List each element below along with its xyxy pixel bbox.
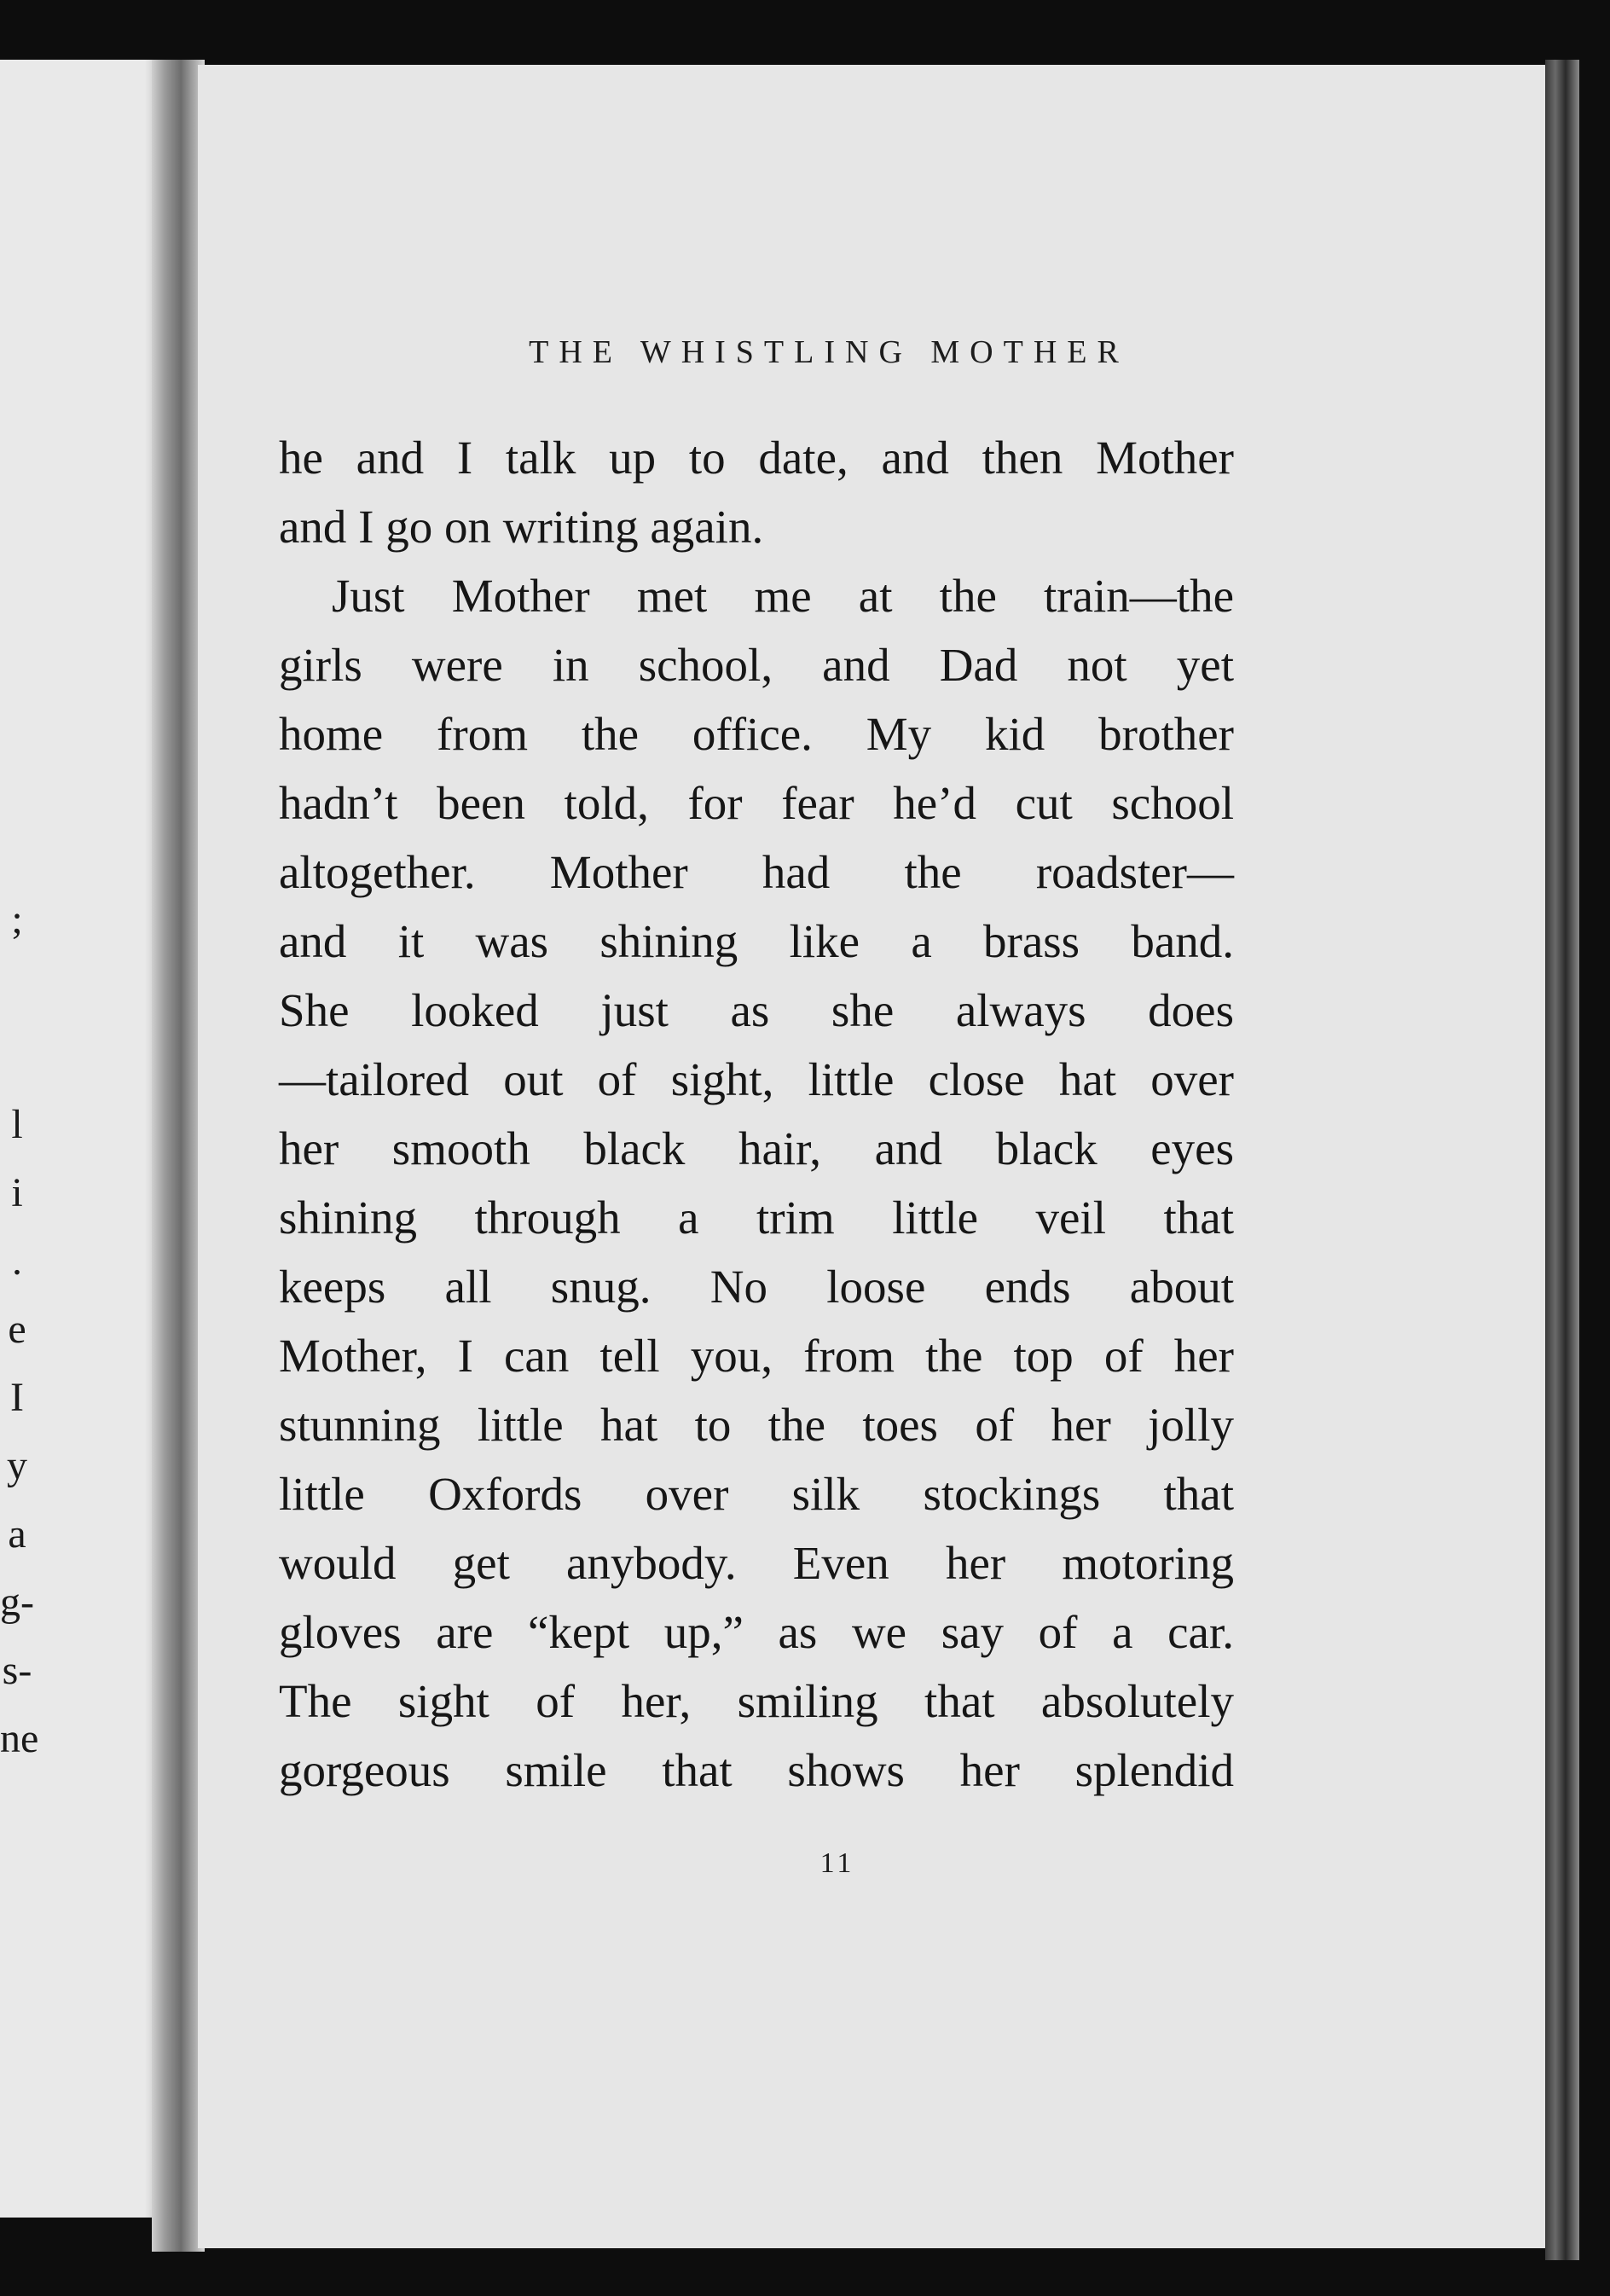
text-line: and I go on writing again.: [279, 501, 764, 553]
text-line: shining through a trim little veil that: [279, 1191, 1234, 1244]
page-number: 11: [819, 1847, 855, 1879]
left-fragment: a: [8, 1511, 26, 1557]
right-page-edge: [1545, 60, 1579, 2260]
text-line: altogether. Mother had the roadster—: [279, 846, 1234, 898]
text-line: home from the office. My kid brother: [279, 708, 1234, 760]
left-fragment: I: [10, 1375, 24, 1420]
text-line: and it was shining like a brass band.: [279, 915, 1234, 967]
left-fragment: l: [11, 1102, 23, 1147]
text-line: —tailored out of sight, little close hat over: [279, 1053, 1234, 1105]
text-line: Mother, I can tell you, from the top of her: [279, 1330, 1234, 1382]
text-line: would get anybody. Even her motoring: [279, 1537, 1234, 1589]
left-fragment: .: [12, 1238, 22, 1284]
body-text: [279, 423, 1234, 1805]
left-fragment: ;: [11, 897, 23, 942]
left-fragment: e: [8, 1307, 26, 1352]
text-line: gloves are “kept up,” as we say of a car.: [279, 1606, 1234, 1658]
running-head: THE WHISTLING MOTHER: [529, 334, 1129, 370]
left-fragment: i: [11, 1170, 23, 1215]
text-line: Just Mother met me at the train—the: [332, 570, 1234, 622]
text-line: he and I talk up to date, and then Mother: [279, 432, 1234, 484]
text-line: The sight of her, smiling that absolutely: [279, 1675, 1234, 1727]
text-line: her smooth black hair, and black eyes: [279, 1122, 1234, 1174]
text-line: stunning little hat to the toes of her jolly: [279, 1399, 1234, 1451]
left-fragment: y: [7, 1443, 27, 1488]
right-page: [198, 65, 1562, 2248]
book-binding-gutter: [152, 60, 205, 2252]
left-fragment: s-: [2, 1648, 32, 1693]
text-line: gorgeous smile that shows her splendid: [279, 1744, 1234, 1796]
left-fragment: g-: [0, 1580, 34, 1625]
text-line: hadn’t been told, for fear he’d cut school: [279, 777, 1234, 829]
text-line: girls were in school, and Dad not yet: [279, 639, 1234, 691]
left-fragment: ne: [0, 1716, 39, 1761]
text-line: keeps all snug. No loose ends about: [279, 1261, 1234, 1313]
text-line: She looked just as she always does: [279, 984, 1234, 1036]
text-line: little Oxfords over silk stockings that: [279, 1468, 1234, 1520]
